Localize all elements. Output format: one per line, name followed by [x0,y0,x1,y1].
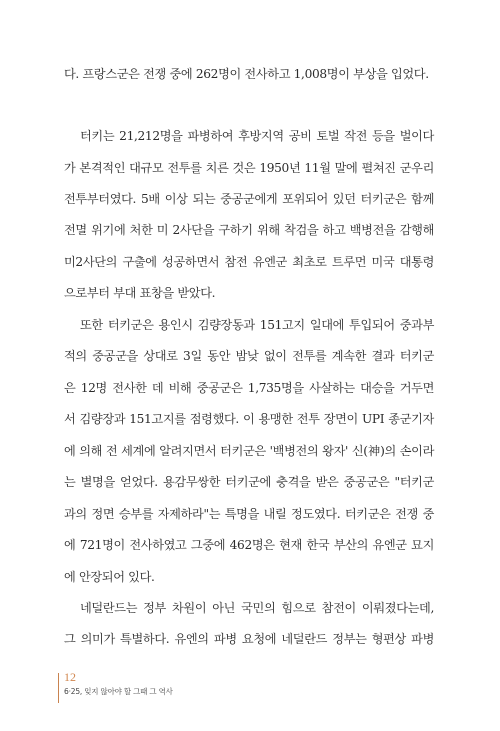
paragraph-2-line-4: 전멸 위기에 처한 미 2사단을 구하기 위해 착검을 하고 백병전을 감행해 [64,223,434,237]
paragraph-2-line-2: 가 본격적인 대규모 전투를 치른 것은 1950년 11월 말에 펼쳐진 군우리 [64,161,434,175]
paragraph-2-line-5: 미2사단의 구출에 성공하면서 참전 유엔군 최초로 트루먼 미국 대통령 [64,255,434,269]
paragraph-3-line-5: 에 의해 전 세계에 알려지면서 터키군은 '백병전의 왕자' 신(神)의 손이라 [64,444,434,458]
running-title: 6·25, 잊지 않아야 할 그때 그 역사 [64,687,173,696]
paragraph-3-line-8: 에 721명이 전사하였고 그중에 462명은 현재 한국 부산의 유엔군 묘지 [64,538,435,552]
paragraph-3-line-9: 에 안장되어 있다. [64,570,155,584]
paragraph-3-line-3: 은 12명 전사한 데 비해 중공군은 1,735명을 사살하는 대승을 거두면 [64,381,434,395]
paragraph-3-line-7: 과의 정면 승부를 자제하라"는 특명을 내릴 정도였다. 터키군은 전쟁 중 [64,507,434,521]
paragraph-3-line-6: 는 별명을 얻었다. 용감무쌍한 터키군에 충격을 받은 중공군은 "터키군 [64,475,434,489]
footer-divider [58,673,59,703]
page-number: 12 [64,670,76,684]
paragraph-4-line-1: 네덜란드는 정부 차원이 아닌 국민의 힘으로 참전이 이뤄졌다는데, [80,601,434,615]
paragraph-2-line-6: 으로부터 부대 표창을 받았다. [64,286,216,300]
paragraph-4-line-2: 그 의미가 특별하다. 유엔의 파병 요청에 네덜란드 정부는 형편상 파병 [64,632,434,646]
paragraph-3-line-1: 또한 터키군은 용인시 김량장동과 151고지 일대에 투입되어 중과부 [80,318,434,332]
paragraph-3-line-4: 서 김량장과 151고지를 점령했다. 이 용맹한 전투 장면이 UPI 종군기자 [64,412,434,426]
paragraph-1-line-1: 다. 프랑스군은 전쟁 중에 262명이 전사하고 1,008명이 부상을 입었다. [64,67,429,81]
paragraph-2-line-3: 전투부터였다. 5배 이상 되는 중공군에게 포위되어 있던 터키군은 함께 [64,192,434,206]
paragraph-3-line-2: 적의 중공군을 상대로 3일 동안 밤낮 없이 전투를 계속한 결과 터키군 [64,349,434,363]
paragraph-2-line-1: 터키는 21,212명을 파병하여 후방지역 공비 토벌 작전 등을 벌이다 [80,129,434,143]
